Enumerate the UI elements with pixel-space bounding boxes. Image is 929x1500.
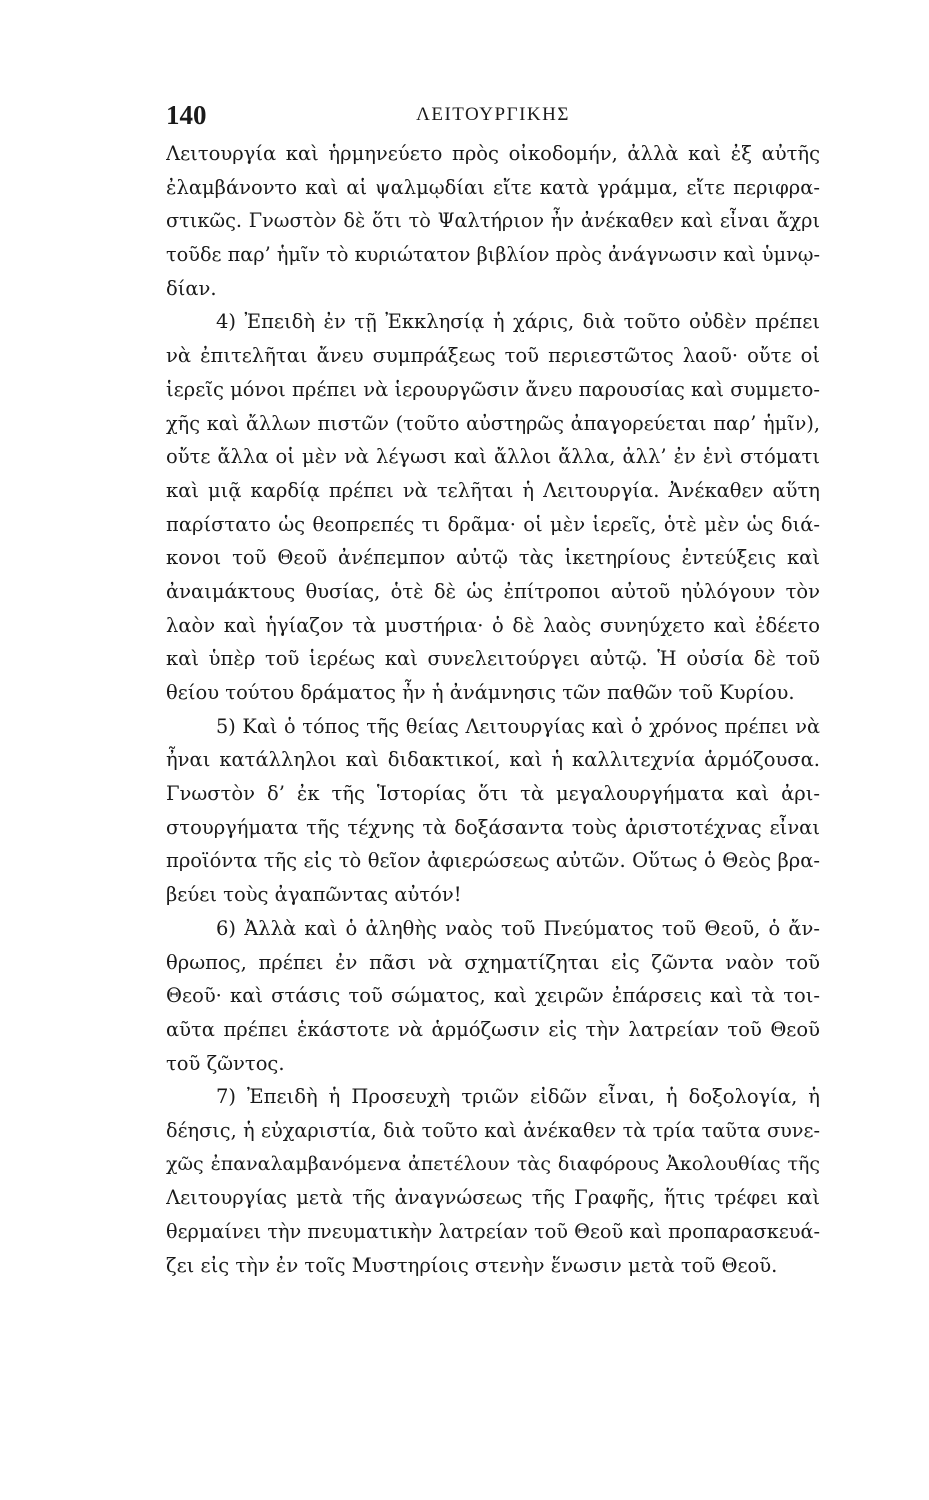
text-line: θείου τούτου δράματος ἦν ἡ ἀνάμνησις τῶν παθῶν τοῦ Κυρίου.: [166, 681, 795, 704]
page-header: [166, 98, 820, 134]
text-line: βεύει τοὺς ἀγαπῶντας αὐτόν!: [166, 883, 462, 907]
text-line: θρωπος, πρέπει ἐν πᾶσι νὰ σχηματίζηται εἰς ζῶντα ναὸν τοῦ: [166, 950, 820, 974]
text-line: στικῶς. Γνωστὸν δὲ ὅτι τὸ Ψαλτήριον ἦν ἀνέκαθεν καὶ εἶναι ἄχρι: [166, 209, 820, 233]
text-line: 6) Ἀλλὰ καὶ ὁ ἀληθὴς ναὸς τοῦ Πνεύματος τοῦ Θεοῦ, ὁ ἄν-: [216, 916, 820, 940]
text-line: τοῦδε παρ’ ἡμῖν τὸ κυριώτατον βιβλίον πρὸς ἀνάγνωσιν καὶ ὑμνῳ-: [166, 243, 820, 267]
text-line: Θεοῦ· καὶ στάσις τοῦ σώματος, καὶ χειρῶν ἐπάρσεις καὶ τὰ τοι-: [166, 984, 820, 1008]
text-line: οὔτε ἄλλα οἱ μὲν νὰ λέγωσι καὶ ἄλλοι ἄλλα, ἀλλ’ ἐν ἑνὶ στόματι: [166, 445, 820, 469]
text-line: ἦναι κατάλληλοι καὶ διδακτικοί, καὶ ἡ καλλιτεχνία ἁρμόζουσα.: [166, 748, 820, 772]
text-line: χῆς καὶ ἄλλων πιστῶν (τοῦτο αὐστηρῶς ἀπαγορεύεται παρ’ ἡμῖν),: [166, 411, 820, 435]
text-line: 7) Ἐπειδὴ ἡ Προσευχὴ τριῶν εἰδῶν εἶναι, ἡ δοξολογία, ἡ: [216, 1085, 820, 1109]
text-line: 4) Ἐπειδὴ ἐν τῇ Ἐκκλησίᾳ ἡ χάρις, διὰ τοῦτο οὐδὲν πρέπει: [216, 310, 820, 334]
text-line: προϊόντα τῆς εἰς τὸ θεῖον ἀφιερώσεως αὐτῶν. Οὕτως ὁ Θεὸς βρα-: [166, 849, 820, 873]
text-line: θερμαίνει τὴν πνευματικὴν λατρείαν τοῦ Θεοῦ καὶ προπαρασκευά-: [166, 1220, 820, 1243]
body-text: [166, 137, 820, 1282]
page-number: 140: [166, 100, 207, 130]
text-line: Λειτουργία καὶ ἡρμηνεύετο πρὸς οἰκοδομήν, ἀλλὰ καὶ ἐξ αὐτῆς: [166, 142, 820, 165]
text-line: λαὸν καὶ ἡγίαζον τὰ μυστήρια· ὁ δὲ λαὸς συνηύχετο καὶ ἐδέετο: [166, 613, 820, 637]
text-line: ζει εἰς τὴν ἐν τοῖς Μυστηρίοις στενὴν ἕνωσιν μετὰ τοῦ Θεοῦ.: [166, 1253, 778, 1277]
text-line: τοῦ ζῶντος.: [166, 1051, 285, 1075]
text-line: Λειτουργίας μετὰ τῆς ἀναγνώσεως τῆς Γραφῆς, ἥτις τρέφει καὶ: [166, 1186, 820, 1210]
text-line: αῦτα πρέπει ἑκάστοτε νὰ ἁρμόζωσιν εἰς τὴν λατρείαν τοῦ Θεοῦ: [166, 1017, 820, 1041]
text-line: ἱερεῖς μόνοι πρέπει νὰ ἱερουργῶσιν ἄνευ παρουσίας καὶ συμμετο-: [166, 377, 820, 401]
text-line: Γνωστὸν δ’ ἐκ τῆς Ἱστορίας ὅτι τὰ μεγαλουργήματα καὶ ἀρι-: [166, 782, 820, 806]
text-line: ἐλαμβάνοντο καὶ αἱ ψαλμῳδίαι εἴτε κατὰ γράμμα, εἴτε περιφρα-: [166, 175, 820, 199]
text-line: παρίστατο ὡς θεοπρεπές τι δρᾶμα· οἱ μὲν ἱερεῖς, ὁτὲ μὲν ὡς διά-: [166, 512, 820, 536]
text-line: δίαν.: [166, 276, 217, 300]
text-line: κονοι τοῦ Θεοῦ ἀνέπεμπον αὐτῷ τὰς ἱκετηρίους ἐντεύξεις καὶ: [166, 546, 820, 570]
text-line: χῶς ἐπαναλαμβανόμενα ἀπετέλουν τὰς διαφόρους Ἀκολουθίας τῆς: [166, 1152, 820, 1175]
text-line: νὰ ἐπιτελῆται ἄνευ συμπράξεως τοῦ περιεστῶτος λαοῦ· οὔτε οἱ: [166, 344, 820, 368]
text-line: καὶ μιᾷ καρδίᾳ πρέπει νὰ τελῆται ἡ Λειτουργία. Ἀνέκαθεν αὕτη: [166, 478, 820, 502]
text-line: 5) Καὶ ὁ τόπος τῆς θείας Λειτουργίας καὶ ὁ χρόνος πρέπει νὰ: [216, 714, 820, 738]
text-line: δέησις, ἡ εὐχαριστία, διὰ τοῦτο καὶ ἀνέκαθεν τὰ τρία ταῦτα συνε-: [166, 1118, 820, 1142]
text-line: στουργήματα τῆς τέχνης τὰ δοξάσαντα τοὺς ἀριστοτέχνας εἶναι: [166, 815, 820, 839]
running-head: ΛΕΙΤΟΥΡΓΙΚΗΣ: [416, 104, 570, 125]
text-line: καὶ ὑπὲρ τοῦ ἱερέως καὶ συνελειτούργει αὐτῷ. Ἡ οὐσία δὲ τοῦ: [166, 647, 820, 671]
text-line: ἀναιμάκτους θυσίας, ὁτὲ δὲ ὡς ἐπίτροποι αὐτοῦ ηὐλόγουν τὸν: [166, 579, 820, 603]
